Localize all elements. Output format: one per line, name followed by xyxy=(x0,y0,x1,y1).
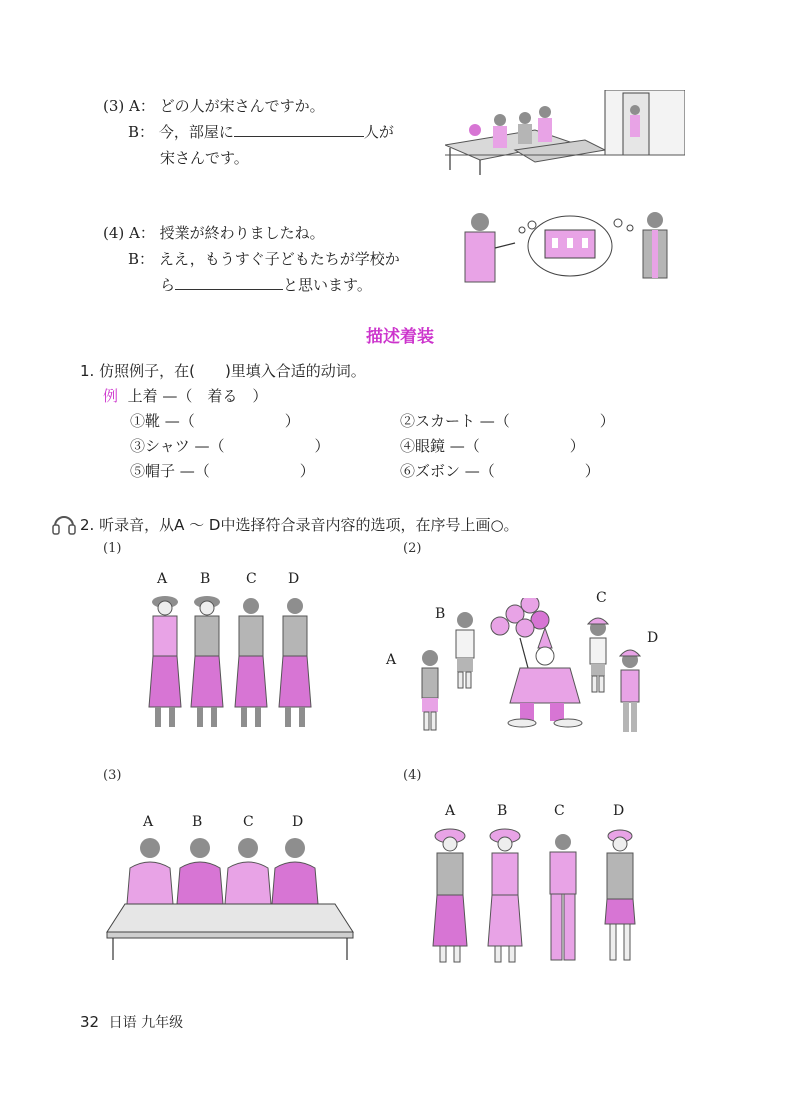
dialog3-number: (3) xyxy=(103,97,125,115)
four-women-skirts-illustration xyxy=(140,592,320,734)
q1-instruction: 仿照例子，在( )里填入合适的动词。 xyxy=(99,362,366,380)
dialog4-a-label: A： xyxy=(129,224,155,242)
dialog3-a-text: どの人が宋さんですか。 xyxy=(159,97,325,115)
q2-sub-4-label: (4) xyxy=(403,768,422,783)
answer-blank[interactable] xyxy=(175,275,283,290)
option-d[interactable]: D xyxy=(288,571,300,587)
dialog4-line-b1 xyxy=(128,249,400,269)
q1-item-2: ②スカート —（ ） xyxy=(400,412,615,430)
option-a[interactable]: A xyxy=(386,652,397,668)
q1-item-4: ④眼鏡 —（ ） xyxy=(400,437,585,455)
dialog4-b-label: B： xyxy=(128,250,155,268)
dialog3-line-a xyxy=(103,96,325,116)
dialog3-line-b2: 宋さんです。 xyxy=(160,149,249,167)
dialog4-number: (4) xyxy=(103,224,125,242)
option-d[interactable]: D xyxy=(613,803,625,819)
q2-instruction-line xyxy=(80,514,519,535)
page-footer xyxy=(80,1012,183,1032)
option-c[interactable]: C xyxy=(596,590,607,606)
dialog3-b-label: B： xyxy=(128,123,155,141)
option-a[interactable]: A xyxy=(445,803,456,819)
option-b[interactable]: B xyxy=(435,606,446,622)
dialog4-line-a xyxy=(103,223,325,243)
example-text: 上着 —（ 着る ） xyxy=(127,387,268,405)
option-b[interactable]: B xyxy=(192,814,203,830)
dialog4-b-text2-after: と思います。 xyxy=(283,276,372,294)
book-title: 日语 九年级 xyxy=(108,1015,184,1031)
clown-balloons-illustration xyxy=(410,598,650,738)
dialog4-a-text: 授業が終わりましたね。 xyxy=(159,224,325,242)
dialog3-b-text1-before: 今，部屋に xyxy=(158,123,234,141)
dialog3-a-label: A： xyxy=(129,97,155,115)
four-women-outfits-illustration xyxy=(425,826,655,966)
section-title: 描述着装 xyxy=(366,327,434,347)
q1-number: 1. xyxy=(80,362,95,380)
q2-sub-3-label: (3) xyxy=(103,768,122,783)
classroom-illustration xyxy=(445,90,685,180)
option-d[interactable]: D xyxy=(292,814,304,830)
option-c[interactable]: C xyxy=(243,814,254,830)
dialog3-b-text1-after: 人が xyxy=(363,123,394,141)
option-a[interactable]: A xyxy=(143,814,154,830)
q1-item-6: ⑥ズボン —（ ） xyxy=(400,462,600,480)
q2-sub-2-label: (2) xyxy=(403,541,422,556)
option-d[interactable]: D xyxy=(647,630,659,646)
option-a[interactable]: A xyxy=(157,571,168,587)
q1-item-1: ①靴 —（ ） xyxy=(130,412,300,430)
option-b[interactable]: B xyxy=(200,571,211,587)
dialog4-b-text2-before: ら xyxy=(160,276,176,294)
q2-instruction: 听录音，从A ～ D中选择符合录音内容的选项，在序号上画○。 xyxy=(99,516,519,534)
option-c[interactable]: C xyxy=(554,803,565,819)
dialog3-line-b1 xyxy=(128,122,394,142)
option-b[interactable]: B xyxy=(497,803,508,819)
example-label: 例 xyxy=(103,387,119,405)
option-c[interactable]: C xyxy=(246,571,257,587)
school-thought-illustration xyxy=(460,208,680,293)
q1-item-5: ⑤帽子 —（ ） xyxy=(130,462,315,480)
q1-instruction-line xyxy=(80,360,366,381)
q2-number: 2. xyxy=(80,516,95,534)
q2-sub-1-label: (1) xyxy=(103,541,122,556)
dialog4-line-b2 xyxy=(160,275,372,295)
q1-item-3: ③シャツ —（ ） xyxy=(130,437,330,455)
four-women-desk-illustration xyxy=(105,832,355,962)
headphones-icon[interactable] xyxy=(50,510,78,538)
dialog4-b-text1: ええ，もうすぐ子どもたちが学校か xyxy=(158,250,400,268)
answer-blank[interactable] xyxy=(234,122,364,137)
q1-example xyxy=(103,386,267,406)
page-number: 32 xyxy=(80,1013,100,1031)
